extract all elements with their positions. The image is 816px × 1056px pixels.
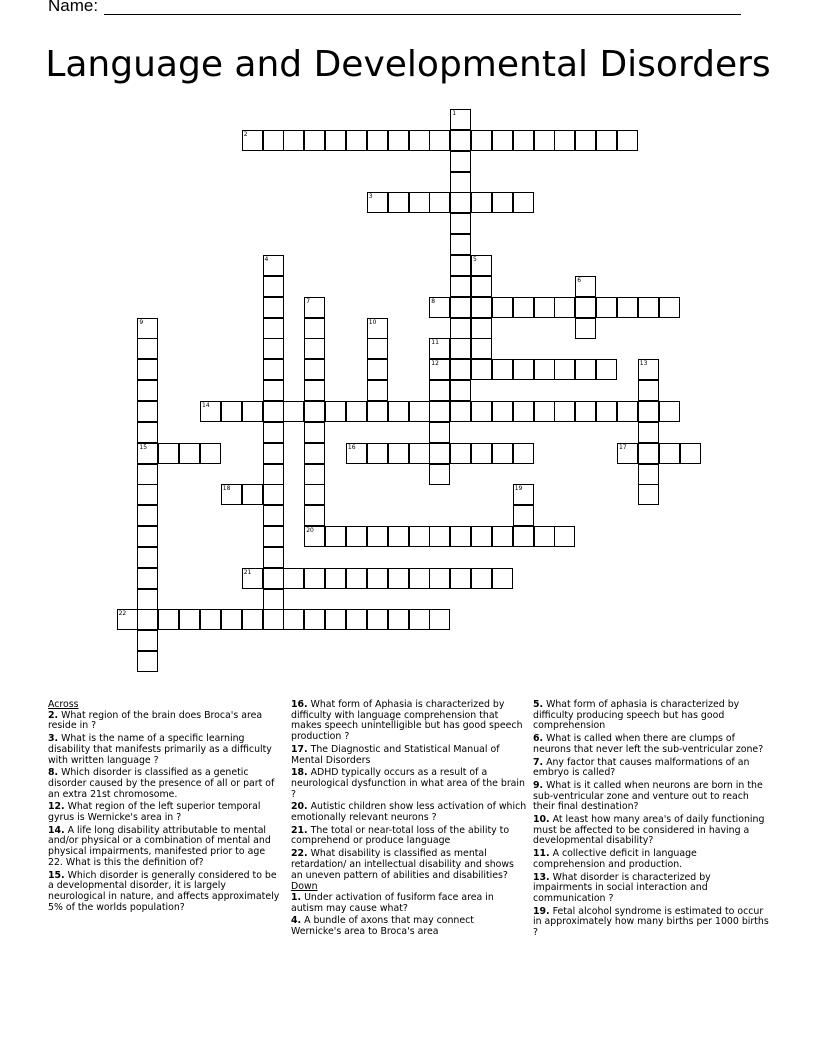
clue-item <box>291 745 527 766</box>
crossword-cell[interactable] <box>283 401 304 422</box>
crossword-cell[interactable] <box>450 130 471 151</box>
clue-text: The total or near-total loss of the ability to comprehend or produce language <box>291 824 510 847</box>
crossword-cell[interactable] <box>513 297 534 318</box>
crossword-cell[interactable] <box>554 401 575 422</box>
crossword-cell[interactable] <box>450 297 471 318</box>
crossword-cell[interactable] <box>575 276 596 297</box>
crossword-cell[interactable] <box>263 589 284 610</box>
cell-number: 20 <box>306 527 314 534</box>
crossword-cell[interactable] <box>346 568 367 589</box>
clue-item <box>291 802 527 823</box>
clue-number: 20. <box>291 801 308 813</box>
clue-text: What form of Aphasia is characterized by difficulty with language comprehension that makes speech unintelligible but has good speech production ? <box>291 699 523 743</box>
clue-number: 3. <box>48 733 59 745</box>
crossword-cell[interactable] <box>346 130 367 151</box>
crossword-cell[interactable] <box>429 380 450 401</box>
crossword-cell[interactable] <box>304 422 325 443</box>
crossword-cell[interactable] <box>450 401 471 422</box>
cell-number: 3 <box>368 193 373 201</box>
crossword-cell[interactable] <box>221 401 242 422</box>
crossword-cell[interactable] <box>304 484 325 505</box>
clue-text: At least how many area's of daily functioning must be affected to be considered in having a developmental disability? <box>533 814 765 847</box>
clue-item <box>533 758 769 779</box>
crossword-cell[interactable] <box>429 401 450 422</box>
clue-number: 14. <box>48 824 65 836</box>
clue-text: Which disorder is classified as a genetic disorder caused by the presence of all or part of an extra 21st chromosome. <box>48 767 275 800</box>
crossword-cell[interactable] <box>471 297 492 318</box>
crossword-cell[interactable] <box>367 443 388 464</box>
clue-number: 18. <box>291 767 308 779</box>
crossword-cell[interactable] <box>137 547 158 568</box>
cell-number: 15 <box>139 443 148 451</box>
clue-item <box>48 768 280 800</box>
clue-number: 19. <box>533 905 550 917</box>
crossword-cell[interactable] <box>367 359 388 380</box>
crossword-cell[interactable] <box>283 609 304 630</box>
cell-number: 4 <box>264 256 269 263</box>
clue-number: 8. <box>48 767 59 779</box>
clue-item <box>291 893 527 914</box>
crossword-cell[interactable] <box>367 401 388 422</box>
clue-number: 21. <box>291 824 308 836</box>
crossword-cell[interactable] <box>513 192 534 213</box>
crossword-cell[interactable] <box>221 484 242 505</box>
cell-number: 2 <box>243 130 248 138</box>
clue-item <box>291 826 527 847</box>
crossword-cell[interactable] <box>575 401 596 422</box>
crossword-cell[interactable] <box>492 297 513 318</box>
crossword-cell[interactable] <box>137 380 158 401</box>
clue-number: 10. <box>533 814 550 826</box>
crossword-cell[interactable] <box>534 359 555 380</box>
clue-item <box>291 700 527 743</box>
crossword-cell[interactable] <box>680 443 701 464</box>
clue-item <box>291 768 527 800</box>
crossword-cell[interactable] <box>659 297 680 318</box>
crossword-cell[interactable] <box>263 359 284 380</box>
crossword-cell[interactable] <box>429 443 450 464</box>
crossword-cell[interactable] <box>179 609 200 630</box>
clue-item <box>533 734 769 755</box>
crossword-cell[interactable] <box>200 401 221 422</box>
clue-item <box>48 871 280 914</box>
crossword-cell[interactable] <box>617 443 638 464</box>
clue-text: What disability is classified as mental retardation/ an intellectual disability and shows an uneven pattern of abilities and disabilities? <box>291 848 514 881</box>
crossword-cell[interactable] <box>137 359 158 380</box>
crossword-cell[interactable] <box>367 568 388 589</box>
clue-text: Under activation of fusiform face area in autism may cause what? <box>291 891 494 914</box>
crossword-cell[interactable] <box>513 526 534 547</box>
cell-number: 6 <box>577 276 582 284</box>
crossword-cell[interactable] <box>450 338 471 359</box>
clue-item <box>533 873 769 905</box>
clue-text: What is called when there are clumps of neurons that never left the sub-ventricular zone? <box>533 733 764 755</box>
crossword-cell[interactable] <box>575 359 596 380</box>
crossword-cell[interactable] <box>137 505 158 526</box>
crossword-cell[interactable] <box>263 422 284 443</box>
clue-item <box>533 815 769 847</box>
crossword-cell[interactable] <box>638 443 659 464</box>
crossword-cell[interactable] <box>450 276 471 297</box>
crossword-cell[interactable] <box>513 505 534 526</box>
crossword-cell[interactable] <box>263 297 284 318</box>
crossword-cell[interactable] <box>137 589 158 610</box>
cell-number: 8 <box>431 297 436 305</box>
crossword-cell[interactable] <box>263 568 284 589</box>
crossword-cell[interactable] <box>263 338 284 359</box>
clue-number: 17. <box>291 743 308 755</box>
clue-item <box>533 849 769 870</box>
crossword-cell[interactable] <box>659 443 680 464</box>
crossword-cell[interactable] <box>325 609 346 630</box>
cell-number: 21 <box>243 568 252 576</box>
crossword-cell[interactable] <box>263 526 284 547</box>
crossword-cell[interactable] <box>388 443 409 464</box>
crossword-cell[interactable] <box>242 130 263 151</box>
crossword-cell[interactable] <box>450 443 471 464</box>
crossword-cell[interactable] <box>409 526 430 547</box>
crossword-cell[interactable] <box>659 401 680 422</box>
crossword-cell[interactable] <box>492 192 513 213</box>
crossword-cell[interactable] <box>638 359 659 380</box>
crossword-cell[interactable] <box>346 401 367 422</box>
cell-number: 10 <box>368 318 377 326</box>
clue-number: 5. <box>533 699 544 710</box>
crossword-cell[interactable] <box>492 359 513 380</box>
crossword-cell[interactable] <box>367 380 388 401</box>
cell-number: 16 <box>347 443 356 451</box>
crossword-cell[interactable] <box>429 338 450 359</box>
clue-text: What is it called when neurons are born in the sub-ventricular zone and venture out to reach their final destination? <box>533 779 763 813</box>
crossword-cell[interactable] <box>304 401 325 422</box>
crossword-cell[interactable] <box>137 422 158 443</box>
clue-number: 12. <box>48 801 65 813</box>
clue-number: 11. <box>533 848 550 860</box>
clue-column-2 <box>291 700 527 940</box>
clue-text: A bundle of axons that may connect Wernicke's area to Broca's area <box>291 915 474 938</box>
crossword-cell[interactable] <box>429 609 450 630</box>
crossword-cell[interactable] <box>367 338 388 359</box>
crossword-cell[interactable] <box>325 130 346 151</box>
crossword-cell[interactable] <box>263 547 284 568</box>
clue-column-3 <box>533 700 769 941</box>
crossword-cell[interactable] <box>304 380 325 401</box>
crossword-cell[interactable] <box>492 130 513 151</box>
cell-number: 9 <box>139 318 144 326</box>
crossword-cell[interactable] <box>388 130 409 151</box>
crossword-cell[interactable] <box>471 276 492 297</box>
crossword-cell[interactable] <box>450 526 471 547</box>
crossword-cell[interactable] <box>263 609 284 630</box>
crossword-cell[interactable] <box>492 526 513 547</box>
crossword-cell[interactable] <box>137 526 158 547</box>
crossword-cell[interactable] <box>409 192 430 213</box>
crossword-cell[interactable] <box>638 422 659 443</box>
name-label: Name: <box>48 0 99 15</box>
crossword-cell[interactable] <box>304 568 325 589</box>
crossword-cell[interactable] <box>325 526 346 547</box>
crossword-cell[interactable] <box>492 401 513 422</box>
crossword-cell[interactable] <box>471 359 492 380</box>
crossword-cell[interactable] <box>263 318 284 339</box>
clue-text: What region of the brain does Broca's area reside in ? <box>48 709 263 732</box>
crossword-cell[interactable] <box>263 505 284 526</box>
across-heading: Across <box>48 699 79 710</box>
crossword-cell[interactable] <box>346 443 367 464</box>
crossword-cell[interactable] <box>137 318 158 339</box>
crossword-cell[interactable] <box>534 130 555 151</box>
crossword-cell[interactable] <box>137 609 158 630</box>
clue-number: 7. <box>533 756 544 768</box>
page-title: Language and Developmental Disorders <box>45 44 771 85</box>
clue-text: ADHD typically occurs as a result of a neurological dysfunction in what area of the brain ? <box>291 767 525 800</box>
clue-item <box>533 907 769 939</box>
clue-text: What disorder is characterized by impairments in social interaction and communication ? <box>533 871 711 904</box>
crossword-cell[interactable] <box>554 297 575 318</box>
clue-item <box>533 781 769 813</box>
clue-text: The Diagnostic and Statistical Manual of Mental Disorders <box>291 743 500 766</box>
crossword-cell[interactable] <box>450 213 471 234</box>
crossword-cell[interactable] <box>534 401 555 422</box>
crossword-cell[interactable] <box>429 192 450 213</box>
crossword-cell[interactable] <box>325 401 346 422</box>
crossword-cell[interactable] <box>263 484 284 505</box>
cell-number: 7 <box>306 297 311 305</box>
cell-number: 17 <box>619 443 627 451</box>
crossword-cell[interactable] <box>429 568 450 589</box>
crossword-cell[interactable] <box>263 464 284 485</box>
crossword-cell[interactable] <box>429 464 450 485</box>
clue-text: Fetal alcohol syndrome is estimated to occur in approximately how many births per 1000 births ? <box>533 905 769 939</box>
crossword-cell[interactable] <box>117 609 138 630</box>
crossword-cell[interactable] <box>346 526 367 547</box>
cell-number: 12 <box>431 360 439 368</box>
cell-number: 22 <box>118 610 127 618</box>
crossword-cell[interactable] <box>471 130 492 151</box>
clue-text: Autistic children show less activation of which emotionally relevant neurons ? <box>291 801 527 824</box>
crossword-cell[interactable] <box>137 630 158 651</box>
crossword-cell[interactable] <box>304 609 325 630</box>
clue-item <box>48 711 280 732</box>
clue-number: 13. <box>533 871 550 883</box>
crossword-cell[interactable] <box>367 609 388 630</box>
crossword-cell[interactable] <box>263 443 284 464</box>
crossword-cell[interactable] <box>534 526 555 547</box>
crossword-cell[interactable] <box>137 443 158 464</box>
crossword-cell[interactable] <box>429 526 450 547</box>
crossword-cell[interactable] <box>471 318 492 339</box>
clue-number: 22. <box>291 848 308 860</box>
clue-item <box>533 700 769 732</box>
crossword-cell[interactable] <box>471 338 492 359</box>
crossword-cell[interactable] <box>367 192 388 213</box>
clue-column-1 <box>48 700 280 915</box>
crossword-cell[interactable] <box>304 505 325 526</box>
clue-number: 1. <box>291 891 302 903</box>
crossword-cell[interactable] <box>450 151 471 172</box>
clue-item <box>48 734 280 766</box>
crossword-cell[interactable] <box>367 130 388 151</box>
crossword-cell[interactable] <box>409 130 430 151</box>
crossword-cell[interactable] <box>263 130 284 151</box>
cell-number: 5 <box>473 256 477 263</box>
crossword-cell[interactable] <box>471 443 492 464</box>
crossword-cell[interactable] <box>450 568 471 589</box>
crossword-cell[interactable] <box>242 568 263 589</box>
clue-number: 4. <box>291 915 302 927</box>
crossword-cell[interactable] <box>471 568 492 589</box>
crossword-cell[interactable] <box>304 464 325 485</box>
crossword-cell[interactable] <box>554 130 575 151</box>
crossword-cell[interactable] <box>554 526 575 547</box>
crossword-cell[interactable] <box>325 568 346 589</box>
crossword-cell[interactable] <box>137 568 158 589</box>
crossword-cell[interactable] <box>575 297 596 318</box>
crossword-cell[interactable] <box>471 192 492 213</box>
crossword-cell[interactable] <box>409 568 430 589</box>
crossword-cell[interactable] <box>346 609 367 630</box>
crossword-cell[interactable] <box>367 526 388 547</box>
crossword-cell[interactable] <box>242 484 263 505</box>
crossword-cell[interactable] <box>263 276 284 297</box>
clue-number: 2. <box>48 709 59 721</box>
crossword-cell[interactable] <box>596 359 617 380</box>
crossword-cell[interactable] <box>450 380 471 401</box>
crossword-cell[interactable] <box>304 130 325 151</box>
crossword-cell[interactable] <box>471 526 492 547</box>
crossword-cell[interactable] <box>137 338 158 359</box>
crossword-cell[interactable] <box>242 609 263 630</box>
clue-number: 6. <box>533 733 544 745</box>
crossword-cell[interactable] <box>575 318 596 339</box>
crossword-cell[interactable] <box>429 297 450 318</box>
crossword-cell[interactable] <box>513 401 534 422</box>
clue-text: Which disorder is generally considered to be a developmental disorder, it is largely neurological in nature, and affects approximately 5% of the worlds population? <box>48 869 280 913</box>
cell-number: 19 <box>514 485 523 493</box>
crossword-cell[interactable] <box>304 359 325 380</box>
crossword-cell[interactable] <box>283 130 304 151</box>
clue-item <box>48 802 280 823</box>
crossword-cell[interactable] <box>409 443 430 464</box>
crossword-cell[interactable] <box>429 422 450 443</box>
crossword-cell[interactable] <box>450 172 471 193</box>
cell-number: 11 <box>431 339 439 347</box>
crossword-cell[interactable] <box>137 464 158 485</box>
crossword-cell[interactable] <box>283 568 304 589</box>
crossword-cell[interactable] <box>450 255 471 276</box>
crossword-cell[interactable] <box>409 401 430 422</box>
crossword-cell[interactable] <box>409 609 430 630</box>
clue-item <box>48 826 280 869</box>
crossword-cell[interactable] <box>200 609 221 630</box>
crossword-cell[interactable] <box>638 297 659 318</box>
crossword-cell[interactable] <box>367 318 388 339</box>
crossword-cell[interactable] <box>200 443 221 464</box>
crossword-cell[interactable] <box>304 443 325 464</box>
crossword-cell[interactable] <box>638 484 659 505</box>
crossword-cell[interactable] <box>304 318 325 339</box>
clue-text: Any factor that causes malformations of an embryo is called? <box>533 756 750 779</box>
crossword-cell[interactable] <box>263 255 284 276</box>
crossword-cell[interactable] <box>450 192 471 213</box>
crossword-cell[interactable] <box>242 401 263 422</box>
crossword-cell[interactable] <box>471 255 492 276</box>
crossword-cell[interactable] <box>450 234 471 255</box>
crossword-cell[interactable] <box>617 297 638 318</box>
clue-text: What region of the left superior temporal gyrus is Wernicke's area in ? <box>48 801 261 824</box>
clue-text: A life long disability attributable to mental and/or physical or a combination of mental and physical impairments, manifested prior to age 22. What is this the definition of? <box>48 824 271 868</box>
crossword-cell[interactable] <box>513 484 534 505</box>
crossword-cell[interactable] <box>513 359 534 380</box>
crossword-cell[interactable] <box>137 401 158 422</box>
crossword-cell[interactable] <box>304 297 325 318</box>
crossword-cell[interactable] <box>638 464 659 485</box>
crossword-cell[interactable] <box>388 609 409 630</box>
crossword-cell[interactable] <box>492 443 513 464</box>
crossword-cell[interactable] <box>388 568 409 589</box>
cell-number: 13 <box>639 360 648 368</box>
cell-number: 14 <box>202 401 210 409</box>
crossword-cell[interactable] <box>388 192 409 213</box>
crossword-cell[interactable] <box>429 130 450 151</box>
crossword-cell[interactable] <box>534 297 555 318</box>
crossword-cell[interactable] <box>429 359 450 380</box>
name-field[interactable] <box>104 14 741 15</box>
crossword-cell[interactable] <box>554 359 575 380</box>
cell-number: 18 <box>222 485 231 493</box>
crossword-cell[interactable] <box>137 651 158 672</box>
crossword-cell[interactable] <box>450 318 471 339</box>
crossword-cell[interactable] <box>304 338 325 359</box>
clue-text: A collective deficit in language comprehension and production. <box>533 848 697 870</box>
clue-item <box>291 916 527 937</box>
crossword-cell[interactable] <box>158 609 179 630</box>
crossword-cell[interactable] <box>221 609 242 630</box>
crossword-cell[interactable] <box>638 401 659 422</box>
crossword-cell[interactable] <box>638 380 659 401</box>
crossword-cell[interactable] <box>596 130 617 151</box>
clue-text: What is the name of a specific learning disability that manifests primarily as a difficulty with written language ? <box>48 733 272 766</box>
crossword-cell[interactable] <box>513 443 534 464</box>
crossword-cell[interactable] <box>450 359 471 380</box>
crossword-cell[interactable] <box>513 130 534 151</box>
crossword-cell[interactable] <box>179 443 200 464</box>
clue-number: 9. <box>533 779 544 791</box>
crossword-cell[interactable] <box>137 484 158 505</box>
crossword-cell[interactable] <box>388 526 409 547</box>
crossword-cell[interactable] <box>450 109 471 130</box>
crossword-cell[interactable] <box>596 401 617 422</box>
crossword-cell[interactable] <box>263 401 284 422</box>
crossword-cell[interactable] <box>492 568 513 589</box>
crossword-cell[interactable] <box>388 401 409 422</box>
clue-number: 15. <box>48 869 65 881</box>
crossword-cell[interactable] <box>471 401 492 422</box>
crossword-cell[interactable] <box>158 443 179 464</box>
crossword-cell[interactable] <box>263 380 284 401</box>
crossword-cell[interactable] <box>617 130 638 151</box>
crossword-cell[interactable] <box>304 526 325 547</box>
clue-item <box>291 849 527 881</box>
clue-text: What form of aphasia is characterized by difficulty producing speech but has good comprehension <box>533 699 740 732</box>
clue-number: 16. <box>291 699 308 710</box>
crossword-cell[interactable] <box>596 297 617 318</box>
down-heading: Down <box>291 881 318 893</box>
cell-number: 1 <box>452 110 457 117</box>
crossword-cell[interactable] <box>617 401 638 422</box>
crossword-cell[interactable] <box>575 130 596 151</box>
